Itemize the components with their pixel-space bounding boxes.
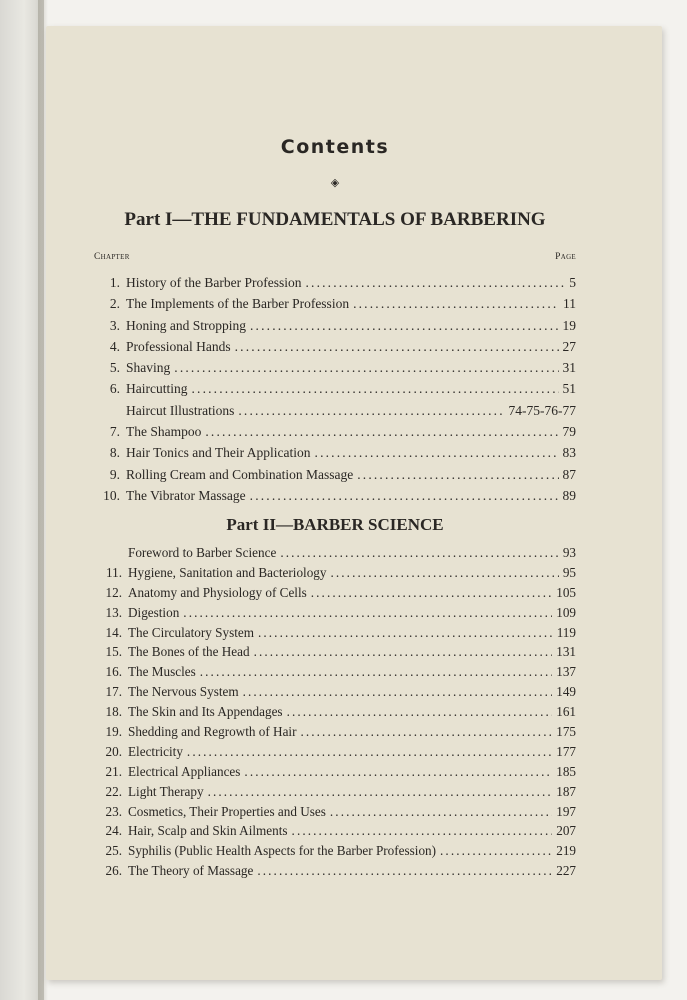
dot-leader: [183, 603, 552, 623]
toc-entry-page: 93: [562, 545, 576, 560]
toc-entry: [94, 583, 576, 603]
toc-entry-number: 19.: [105, 724, 122, 740]
toc-entry: [94, 722, 576, 742]
toc-entry-page: 161: [556, 704, 576, 720]
toc-entry-title: The Bones of the Head: [128, 644, 250, 660]
toc-entry-title: Electrical Appliances: [128, 763, 241, 779]
dot-leader: [311, 583, 552, 603]
toc-entry-title: Syphilis (Public Health Aspects for the Barber Profession): [128, 843, 437, 859]
toc-entry-page: 105: [556, 584, 576, 600]
toc-entry-title: The Nervous System: [128, 684, 239, 700]
toc-entry-title: Haircut Illustrations: [126, 402, 235, 418]
toc-entry-page: 95: [562, 564, 576, 580]
toc-entry-page: 219: [556, 843, 576, 859]
dot-leader: [238, 400, 504, 421]
toc-entry-title: History of the Barber Profession: [126, 275, 302, 290]
dot-leader: [250, 315, 559, 336]
toc-entry-number: 10.: [103, 487, 120, 503]
dot-leader: [292, 821, 553, 841]
toc-entry-title: The Skin and Its Appendages: [128, 704, 283, 720]
toc-entry-title: Hygiene, Sanitation and Bacteriology: [128, 564, 327, 580]
toc-entry: [94, 861, 576, 881]
toc-entry-number: 8.: [109, 445, 120, 461]
toc-entry: [94, 782, 576, 802]
dot-leader: [280, 543, 559, 563]
toc-entry-title: Haircutting: [126, 381, 188, 397]
toc-entry-title: Honing and Stropping: [126, 317, 246, 333]
toc-entry-number: 23.: [105, 803, 122, 819]
toc-entry-number: 7.: [109, 424, 120, 440]
toc-entry: [94, 603, 576, 623]
toc-entry: [94, 293, 576, 314]
toc-entry: [94, 682, 576, 702]
dot-leader: [440, 841, 552, 861]
book-page: [46, 26, 662, 980]
toc-entry: [94, 357, 576, 378]
toc-entry-page: 83: [562, 445, 576, 461]
toc-entry-page: 177: [556, 743, 576, 759]
toc-entry-number: 14.: [105, 624, 122, 640]
toc-entry-number: 4.: [109, 338, 120, 354]
toc-entry-title: Rolling Cream and Combination Massage: [126, 466, 354, 482]
toc-entry-title: Hair, Scalp and Skin Ailments: [128, 823, 288, 839]
toc-entry-number: 13.: [105, 604, 122, 620]
toc-entry: [94, 623, 576, 643]
toc-entry: [94, 762, 576, 782]
toc-entry-number: 18.: [105, 704, 122, 720]
toc-entry-page: 227: [556, 863, 576, 879]
dot-leader: [331, 563, 559, 583]
toc-entry-page: 197: [556, 803, 576, 819]
toc-entry-page: 89: [562, 487, 576, 503]
dot-leader: [174, 357, 558, 378]
toc-entry-page: 185: [556, 763, 576, 779]
dot-leader: [205, 421, 558, 442]
toc-entry: [94, 742, 576, 762]
dot-leader: [250, 485, 559, 506]
toc-entry: [94, 400, 576, 421]
toc-entry: [94, 336, 576, 357]
toc-entry-page: 31: [562, 360, 576, 376]
dot-leader: [357, 464, 558, 485]
dot-leader: [200, 662, 552, 682]
toc-entry: [94, 821, 576, 841]
toc-entry: [94, 702, 576, 722]
part2-toc-list: [94, 543, 576, 881]
toc-entry-number: 22.: [105, 783, 122, 799]
dot-leader: [191, 378, 558, 399]
toc-entry-title: The Theory of Massage: [128, 863, 254, 879]
toc-entry-page: 5: [569, 275, 576, 290]
toc-entry: [94, 272, 576, 293]
toc-entry-title: Shedding and Regrowth of Hair: [128, 724, 297, 740]
toc-entry-title: The Vibrator Massage: [126, 487, 246, 503]
toc-entry-title: Foreword to Barber Science: [128, 545, 277, 560]
toc-entry-number: 21.: [105, 763, 122, 779]
toc-entry-title: Anatomy and Physiology of Cells: [128, 584, 307, 600]
dot-leader: [287, 702, 553, 722]
dot-leader: [254, 642, 553, 662]
toc-entry-number: 12.: [105, 584, 122, 600]
toc-entry-page: 27: [562, 338, 576, 354]
toc-entry-page: 131: [556, 644, 576, 660]
toc-entry-title: Cosmetics, Their Properties and Uses: [128, 803, 326, 819]
part2-heading: Part II—BARBER SCIENCE: [226, 515, 444, 534]
toc-entry: [94, 642, 576, 662]
toc-entry-number: 3.: [109, 317, 120, 333]
toc-entry-title: Digestion: [128, 604, 180, 620]
toc-entry: [94, 802, 576, 822]
page-column-label: Page: [555, 252, 576, 262]
toc-entry-title: Hair Tonics and Their Application: [126, 445, 311, 461]
toc-entry: [94, 563, 576, 583]
dot-leader: [235, 336, 559, 357]
toc-entry: [94, 485, 576, 506]
toc-entry: [94, 464, 576, 485]
toc-entry-title: The Implements of the Barber Profession: [126, 296, 350, 312]
diamond-ornament-icon: ◈: [330, 176, 340, 189]
toc-entry: [94, 543, 576, 563]
dot-leader: [353, 293, 559, 314]
dot-leader: [187, 742, 552, 762]
part1-heading: Part I—THE FUNDAMENTALS OF BARBERING: [124, 209, 546, 230]
toc-entry-number: 20.: [105, 743, 122, 759]
toc-entry-title: The Muscles: [128, 664, 196, 680]
dot-leader: [243, 682, 553, 702]
toc-entry: [94, 442, 576, 463]
dot-leader: [315, 442, 559, 463]
toc-entry-number: 5.: [109, 360, 120, 376]
toc-entry-title: Shaving: [126, 360, 171, 376]
toc-entry-number: 11.: [106, 564, 122, 580]
toc-entry-number: 25.: [105, 843, 122, 859]
dot-leader: [305, 272, 565, 293]
toc-entry: [94, 315, 576, 336]
dot-leader: [208, 782, 553, 802]
chapter-column-label: Chapter: [94, 252, 130, 262]
toc-entry-page: 87: [562, 466, 576, 482]
toc-entry-page: 187: [556, 783, 576, 799]
toc-entry-page: 51: [562, 381, 576, 397]
toc-entry: [94, 841, 576, 861]
toc-entry-page: 79: [562, 424, 576, 440]
toc-entry-page: 207: [556, 823, 576, 839]
toc-entry-title: Light Therapy: [128, 783, 204, 799]
toc-entry-page: 137: [556, 664, 576, 680]
part1-toc-list: [94, 272, 576, 506]
toc-entry-number: 1.: [109, 275, 120, 290]
toc-entry-page: 19: [562, 317, 576, 333]
toc-entry-number: 16.: [105, 664, 122, 680]
toc-entry-page: 119: [556, 624, 576, 640]
toc-entry-title: The Circulatory System: [128, 624, 254, 640]
dot-leader: [300, 722, 552, 742]
toc-entry-page: 11: [563, 296, 576, 312]
toc-entry-number: 26.: [105, 863, 122, 879]
dot-leader: [244, 762, 552, 782]
contents-title: Contents: [280, 136, 390, 158]
toc-entry-page: 74-75-76-77: [508, 402, 576, 418]
toc-entry-page: 109: [556, 604, 576, 620]
toc-entry: [94, 378, 576, 399]
toc-entry-title: Electricity: [128, 743, 183, 759]
toc-entry-page: 175: [556, 724, 576, 740]
toc-entry-number: 17.: [105, 684, 122, 700]
toc-entry: [94, 421, 576, 442]
dot-leader: [257, 861, 552, 881]
toc-entry-page: 149: [556, 684, 576, 700]
toc-entry: [94, 662, 576, 682]
toc-entry-number: 15.: [105, 644, 122, 660]
toc-entry-number: 6.: [109, 381, 120, 397]
toc-entry-title: Professional Hands: [126, 338, 231, 354]
dot-leader: [330, 802, 552, 822]
toc-entry-number: 9.: [109, 466, 120, 482]
toc-entry-number: 2.: [109, 296, 120, 312]
toc-entry-title: The Shampoo: [126, 424, 202, 440]
dot-leader: [258, 623, 553, 643]
toc-entry-number: 24.: [105, 823, 122, 839]
